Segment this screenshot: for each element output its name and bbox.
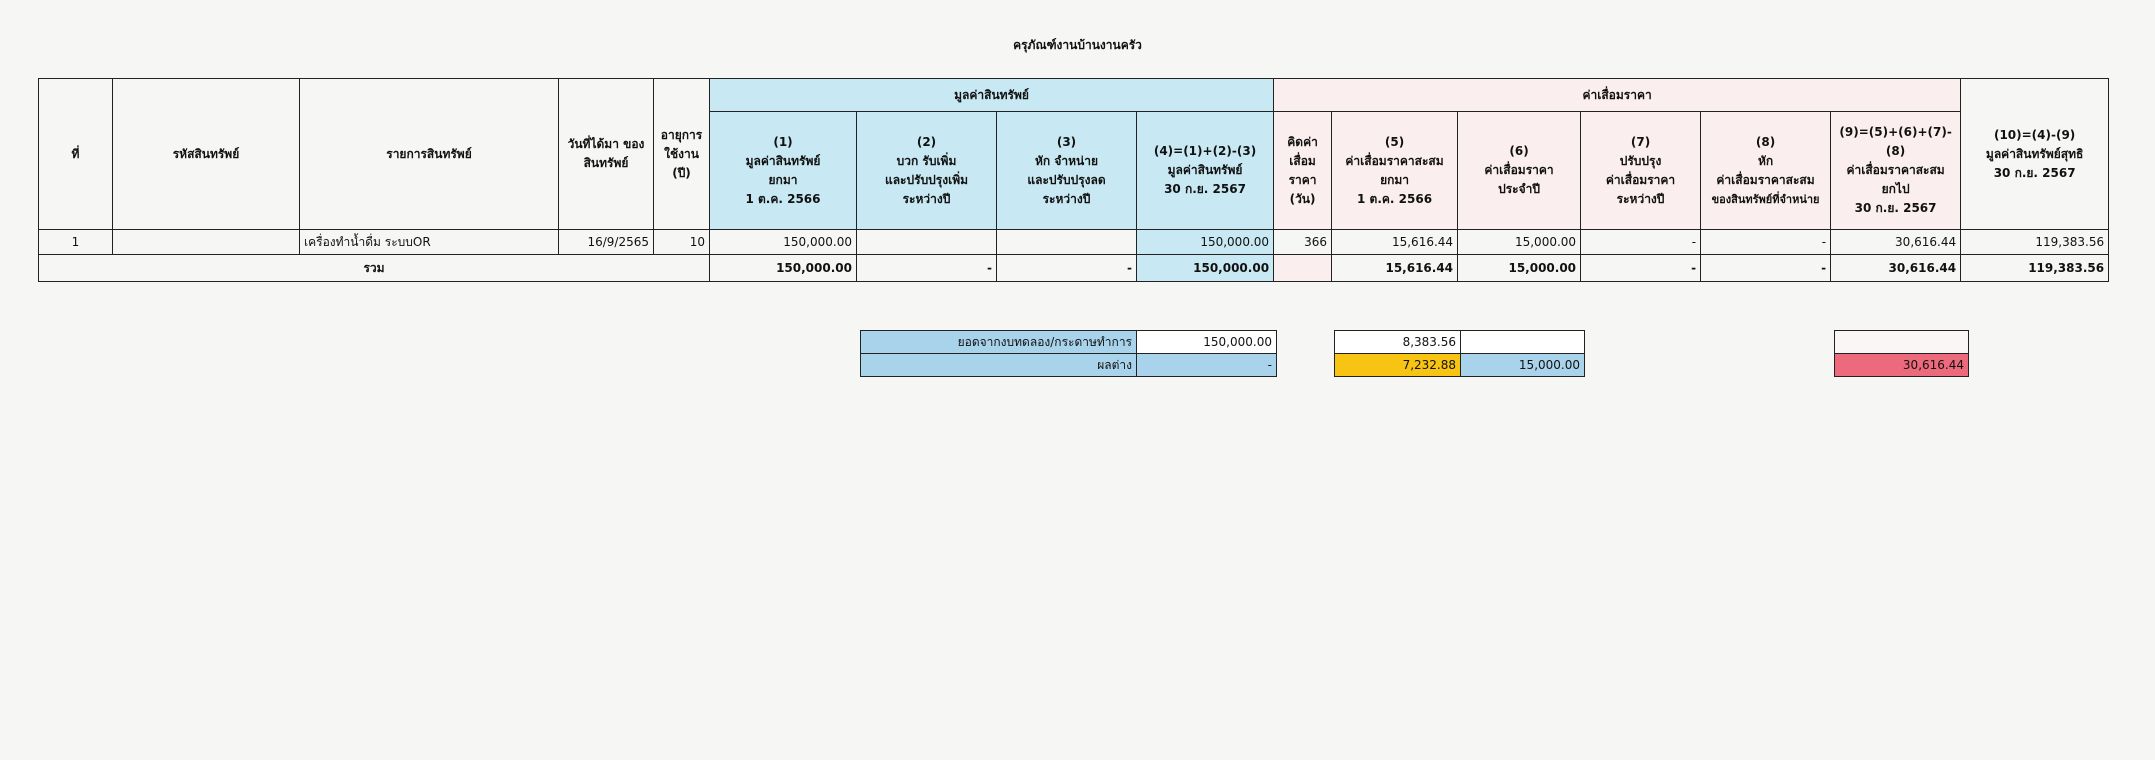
accumulated-check [1834, 330, 1969, 377]
header-col9-line2: ค่าเสื่อมราคาสะสม [1846, 163, 1945, 177]
header-col1-line3: ยกมา [768, 172, 798, 187]
header-col8 [1701, 112, 1831, 230]
header-col8-line2: หัก [1757, 153, 1774, 168]
header-col10-line2: มูลค่าสินทรัพย์สุทธิ [1985, 146, 2084, 161]
header-col7-line3: ค่าเสื่อมราคา [1605, 172, 1676, 187]
header-col1-line4: 1 ต.ค. 2566 [745, 191, 821, 206]
total-c4: 150,000.00 [1137, 255, 1274, 282]
page-title: ครุภัณฑ์งานบ้านงานครัว [1013, 38, 1142, 52]
header-col7-line4: ระหว่างปี [1616, 191, 1665, 206]
cell-c2 [857, 230, 997, 255]
header-col1 [710, 112, 857, 230]
header-col4-line3: 30 ก.ย. 2567 [1164, 182, 1246, 196]
cell-c3 [997, 230, 1137, 255]
header-col2 [857, 112, 997, 230]
cell-c8: - [1701, 230, 1831, 255]
accum-check-row-1 [1835, 331, 1969, 354]
accum-check-row-2 [1835, 354, 1969, 377]
header-col3 [997, 112, 1137, 230]
header-days-line1: คิดค่า [1287, 134, 1318, 149]
annual-dep-bottom-value: 15,000.00 [1461, 354, 1585, 377]
total-c5: 15,616.44 [1332, 255, 1458, 282]
trial-balance-value: 150,000.00 [1137, 331, 1277, 354]
accum-top-empty [1835, 331, 1969, 354]
header-days [1274, 112, 1332, 230]
depreciation-check [1334, 330, 1585, 377]
header-col7-line2: ปรับปรุง [1619, 153, 1662, 168]
total-c7: - [1581, 255, 1701, 282]
header-col10-line1: (10)=(4)-(9) [1993, 127, 2076, 142]
header-col6-line3: ประจำปี [1498, 182, 1540, 196]
cell-c9: 30,616.44 [1831, 230, 1961, 255]
header-useful-life: อายุการใช้งาน (ปี) [654, 79, 710, 230]
total-c3: - [997, 255, 1137, 282]
cell-date: 16/9/2565 [559, 230, 654, 255]
dep-check-row-1 [1335, 331, 1585, 354]
header-days-line2: เสื่อม [1289, 153, 1316, 168]
header-row-group [39, 79, 2109, 112]
cell-c7: - [1581, 230, 1701, 255]
header-col3-line1: (3) [1056, 134, 1077, 149]
cell-life: 10 [654, 230, 710, 255]
difference-label: ผลต่าง [861, 354, 1137, 377]
header-col7 [1581, 112, 1701, 230]
cell-c6: 15,000.00 [1458, 230, 1581, 255]
header-col8-line4: ของสินทรัพย์ที่จำหน่าย [1711, 192, 1820, 206]
header-col5-line1: (5) [1384, 134, 1405, 149]
header-col5-line2: ค่าเสื่อมราคาสะสม [1345, 153, 1444, 168]
header-col1-line1: (1) [773, 134, 793, 149]
header-days-line4: (วัน) [1289, 191, 1316, 206]
total-days [1274, 255, 1332, 282]
header-days-line3: ราคา [1288, 172, 1317, 187]
total-c10: 119,383.56 [1961, 255, 2109, 282]
header-col4-line1: (4)=(1)+(2)-(3) [1153, 144, 1257, 158]
header-col3-line3: และปรับปรุงลด [1027, 172, 1106, 187]
cell-c4: 150,000.00 [1137, 230, 1274, 255]
header-col6-line2: ค่าเสื่อมราคา [1484, 163, 1554, 177]
dep-bottom-value: 7,232.88 [1335, 354, 1461, 377]
header-asset-code: รหัสสินทรัพย์ [113, 79, 300, 230]
header-col3-line4: ระหว่างปี [1042, 191, 1091, 206]
header-col10 [1961, 79, 2109, 230]
header-col2-line3: และปรับปรุงเพิ่ม [884, 172, 969, 187]
header-no: ที่ [39, 79, 113, 230]
total-c1: 150,000.00 [710, 255, 857, 282]
trial-balance-label: ยอดจากงบทดลอง/กระดาษทำการ [861, 331, 1137, 354]
cell-code [113, 230, 300, 255]
header-col1-line2: มูลค่าสินทรัพย์ [745, 153, 821, 168]
difference-value: - [1137, 354, 1277, 377]
dep-check-row-2 [1335, 354, 1585, 377]
accum-bottom-value: 30,616.44 [1835, 354, 1969, 377]
total-c2: - [857, 255, 997, 282]
header-col4 [1137, 112, 1274, 230]
dep-top-empty [1461, 331, 1585, 354]
header-col2-line4: ระหว่างปี [902, 191, 951, 206]
header-col5 [1332, 112, 1458, 230]
cell-days: 366 [1274, 230, 1332, 255]
total-row [39, 255, 2109, 282]
header-acquired-date: วันที่ได้มา ของสินทรัพย์ [559, 79, 654, 230]
cell-c5: 15,616.44 [1332, 230, 1458, 255]
cell-no: 1 [39, 230, 113, 255]
difference-row [861, 354, 1277, 377]
header-col9-line3: ยกไป [1881, 182, 1910, 196]
header-col9-line4: 30 ก.ย. 2567 [1854, 201, 1937, 215]
header-col2-line1: (2) [916, 134, 937, 149]
cell-c10: 119,383.56 [1961, 230, 2109, 255]
header-col3-line2: หัก จำหน่าย [1034, 153, 1098, 168]
header-col6-line1: (6) [1509, 144, 1529, 158]
header-col6 [1458, 112, 1581, 230]
total-c8: - [1701, 255, 1831, 282]
table-row [39, 230, 2109, 255]
header-col7-line1: (7) [1630, 134, 1651, 149]
header-group-depreciation: ค่าเสื่อมราคา [1274, 79, 1961, 112]
header-col9 [1831, 112, 1961, 230]
header-group-asset-value: มูลค่าสินทรัพย์ [710, 79, 1274, 112]
dep-top-value: 8,383.56 [1335, 331, 1461, 354]
total-c9: 30,616.44 [1831, 255, 1961, 282]
header-col5-line3: ยกมา [1380, 172, 1410, 187]
cell-name: เครื่องทำน้ำดื่ม ระบบOR [300, 230, 559, 255]
trial-balance-row [861, 331, 1277, 354]
header-col9-line1: (9)=(5)+(6)+(7)-(8) [1839, 125, 1952, 158]
cell-c1: 150,000.00 [710, 230, 857, 255]
header-col5-line4: 1 ต.ค. 2566 [1357, 191, 1433, 206]
header-col8-line3: ค่าเสื่อมราคาสะสม [1716, 172, 1815, 187]
total-c6: 15,000.00 [1458, 255, 1581, 282]
header-col2-line2: บวก รับเพิ่ม [896, 153, 957, 168]
asset-depreciation-table [38, 78, 2109, 282]
header-col8-line1: (8) [1755, 134, 1776, 149]
total-label: รวม [39, 255, 710, 282]
header-col4-line2: มูลค่าสินทรัพย์ [1167, 163, 1243, 177]
trial-balance-summary [860, 330, 1277, 377]
header-col10-line3: 30 ก.ย. 2567 [1993, 165, 2076, 180]
header-asset-list: รายการสินทรัพย์ [300, 79, 559, 230]
